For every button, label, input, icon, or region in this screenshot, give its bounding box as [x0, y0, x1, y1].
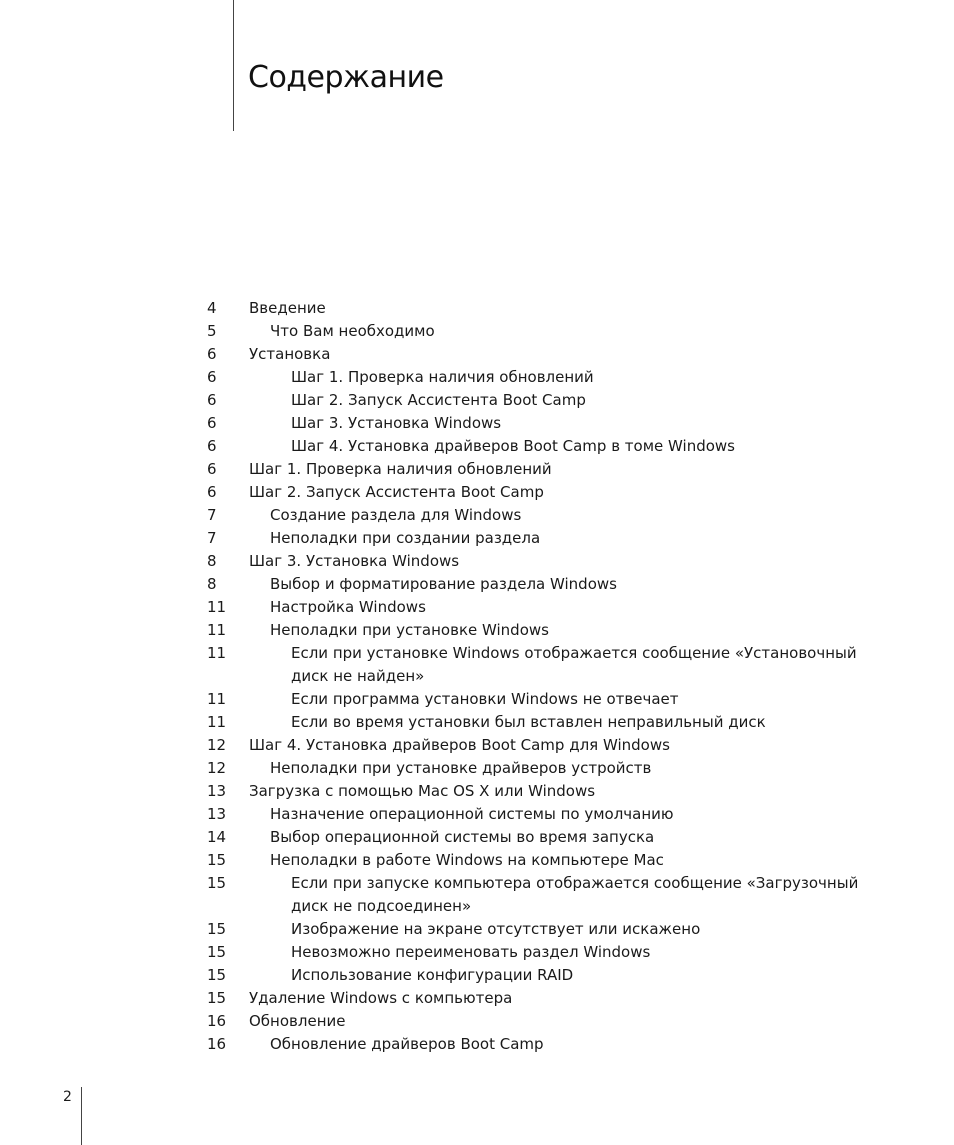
- toc-page-number: 11: [207, 644, 227, 662]
- toc-entry[interactable]: [0, 1010, 954, 1033]
- toc-page-number: 15: [207, 989, 227, 1007]
- toc-entry-title: Невозможно переименовать раздел Windows: [291, 943, 651, 961]
- toc-entry-title: Настройка Windows: [270, 598, 426, 616]
- toc-entry-title: Шаг 3. Установка Windows: [291, 414, 502, 432]
- toc-entry[interactable]: [0, 320, 954, 343]
- toc-entry[interactable]: [0, 688, 954, 711]
- toc-entry[interactable]: [0, 573, 954, 596]
- toc-page-number: 15: [207, 920, 227, 938]
- toc-page-number: 4: [207, 299, 217, 317]
- toc-entry[interactable]: [0, 757, 954, 780]
- toc-entry-title: Установка: [249, 345, 331, 363]
- toc-page-number: 16: [207, 1035, 227, 1053]
- toc-entry[interactable]: [0, 504, 954, 527]
- toc-page-number: 14: [207, 828, 227, 846]
- footer-page-number: 2: [63, 1089, 72, 1105]
- toc-entry-title: Если при запуске компьютера отображается сообщение «Загрузочный диск не подсоединен»: [291, 874, 859, 915]
- toc-page-number: 6: [207, 483, 217, 501]
- toc-entry-title: Создание раздела для Windows: [270, 506, 522, 524]
- toc-page-number: 11: [207, 713, 227, 731]
- toc-entry-title: Выбор операционной системы во время запуска: [270, 828, 655, 846]
- toc-entry[interactable]: [0, 826, 954, 849]
- toc-page-number: 15: [207, 851, 227, 869]
- toc-page-number: 15: [207, 943, 227, 961]
- toc-entry[interactable]: [0, 849, 954, 872]
- toc-entry-title: Неполадки при установке драйверов устройств: [270, 759, 652, 777]
- toc-entry[interactable]: [0, 458, 954, 481]
- toc-entry-title: Использование конфигурации RAID: [291, 966, 574, 984]
- toc-page-number: 6: [207, 391, 217, 409]
- toc-page-number: 8: [207, 552, 217, 570]
- toc-entry[interactable]: [0, 918, 954, 941]
- toc-page-number: 11: [207, 690, 227, 708]
- table-of-contents: [0, 297, 954, 1056]
- toc-page-number: 5: [207, 322, 217, 340]
- toc-entry[interactable]: [0, 941, 954, 964]
- toc-entry[interactable]: [0, 711, 954, 734]
- toc-entry-title: Загрузка с помощью Mac OS X или Windows: [249, 782, 596, 800]
- toc-entry-title: Шаг 2. Запуск Ассистента Boot Camp: [291, 391, 586, 409]
- toc-page-number: 7: [207, 529, 217, 547]
- toc-entry[interactable]: [0, 527, 954, 550]
- toc-entry-title: Шаг 4. Установка драйверов Boot Camp в томе Windows: [291, 437, 735, 455]
- toc-entry[interactable]: [0, 366, 954, 389]
- toc-entry-title: Шаг 4. Установка драйверов Boot Camp для Windows: [249, 736, 670, 754]
- toc-entry[interactable]: [0, 412, 954, 435]
- toc-entry-title: Если при установке Windows отображается сообщение «Установочный диск не найден»: [291, 644, 857, 685]
- toc-page-number: 13: [207, 782, 227, 800]
- toc-entry[interactable]: [0, 389, 954, 412]
- toc-entry[interactable]: [0, 642, 954, 688]
- toc-page-number: 11: [207, 598, 227, 616]
- toc-page-number: 13: [207, 805, 227, 823]
- toc-entry[interactable]: [0, 803, 954, 826]
- toc-entry[interactable]: [0, 964, 954, 987]
- toc-entry-title: Обновление драйверов Boot Camp: [270, 1035, 544, 1053]
- toc-entry-title: Удаление Windows с компьютера: [249, 989, 513, 1007]
- toc-entry[interactable]: [0, 1033, 954, 1056]
- toc-entry-title: Если программа установки Windows не отвечает: [291, 690, 679, 708]
- toc-entry[interactable]: [0, 734, 954, 757]
- toc-entry[interactable]: [0, 596, 954, 619]
- page-title: Содержание: [248, 60, 444, 95]
- toc-page-number: 16: [207, 1012, 227, 1030]
- toc-entry[interactable]: [0, 550, 954, 573]
- toc-entry-title: Обновление: [249, 1012, 346, 1030]
- footer-vertical-rule: [81, 1087, 82, 1145]
- toc-page-number: 6: [207, 437, 217, 455]
- toc-entry[interactable]: [0, 297, 954, 320]
- toc-entry[interactable]: [0, 619, 954, 642]
- toc-entry-title: Шаг 1. Проверка наличия обновлений: [291, 368, 594, 386]
- toc-entry-title: Шаг 3. Установка Windows: [249, 552, 460, 570]
- toc-entry-title: Неполадки при установке Windows: [270, 621, 549, 639]
- toc-entry-title: Шаг 2. Запуск Ассистента Boot Camp: [249, 483, 544, 501]
- header-vertical-rule: [233, 0, 234, 131]
- toc-entry-title: Неполадки при создании раздела: [270, 529, 541, 547]
- toc-page-number: 15: [207, 874, 227, 892]
- toc-entry[interactable]: [0, 872, 954, 918]
- toc-entry-title: Введение: [249, 299, 326, 317]
- toc-entry[interactable]: [0, 481, 954, 504]
- toc-page-number: 6: [207, 414, 217, 432]
- toc-page-number: 12: [207, 759, 227, 777]
- toc-entry-title: Шаг 1. Проверка наличия обновлений: [249, 460, 552, 478]
- toc-page-number: 6: [207, 345, 217, 363]
- toc-page-number: 8: [207, 575, 217, 593]
- toc-entry[interactable]: [0, 987, 954, 1010]
- toc-page-number: 7: [207, 506, 217, 524]
- toc-entry-title: Изображение на экране отсутствует или искажено: [291, 920, 701, 938]
- toc-page-number: 11: [207, 621, 227, 639]
- toc-entry[interactable]: [0, 780, 954, 803]
- toc-page-number: 6: [207, 368, 217, 386]
- toc-entry-title: Если во время установки был вставлен неправильный диск: [291, 713, 766, 731]
- toc-page-number: 12: [207, 736, 227, 754]
- toc-entry[interactable]: [0, 435, 954, 458]
- toc-page-number: 15: [207, 966, 227, 984]
- toc-entry[interactable]: [0, 343, 954, 366]
- toc-page-number: 6: [207, 460, 217, 478]
- toc-entry-title: Выбор и форматирование раздела Windows: [270, 575, 617, 593]
- toc-entry-title: Неполадки в работе Windows на компьютере Mac: [270, 851, 664, 869]
- toc-entry-title: Назначение операционной системы по умолчанию: [270, 805, 674, 823]
- toc-entry-title: Что Вам необходимо: [270, 322, 435, 340]
